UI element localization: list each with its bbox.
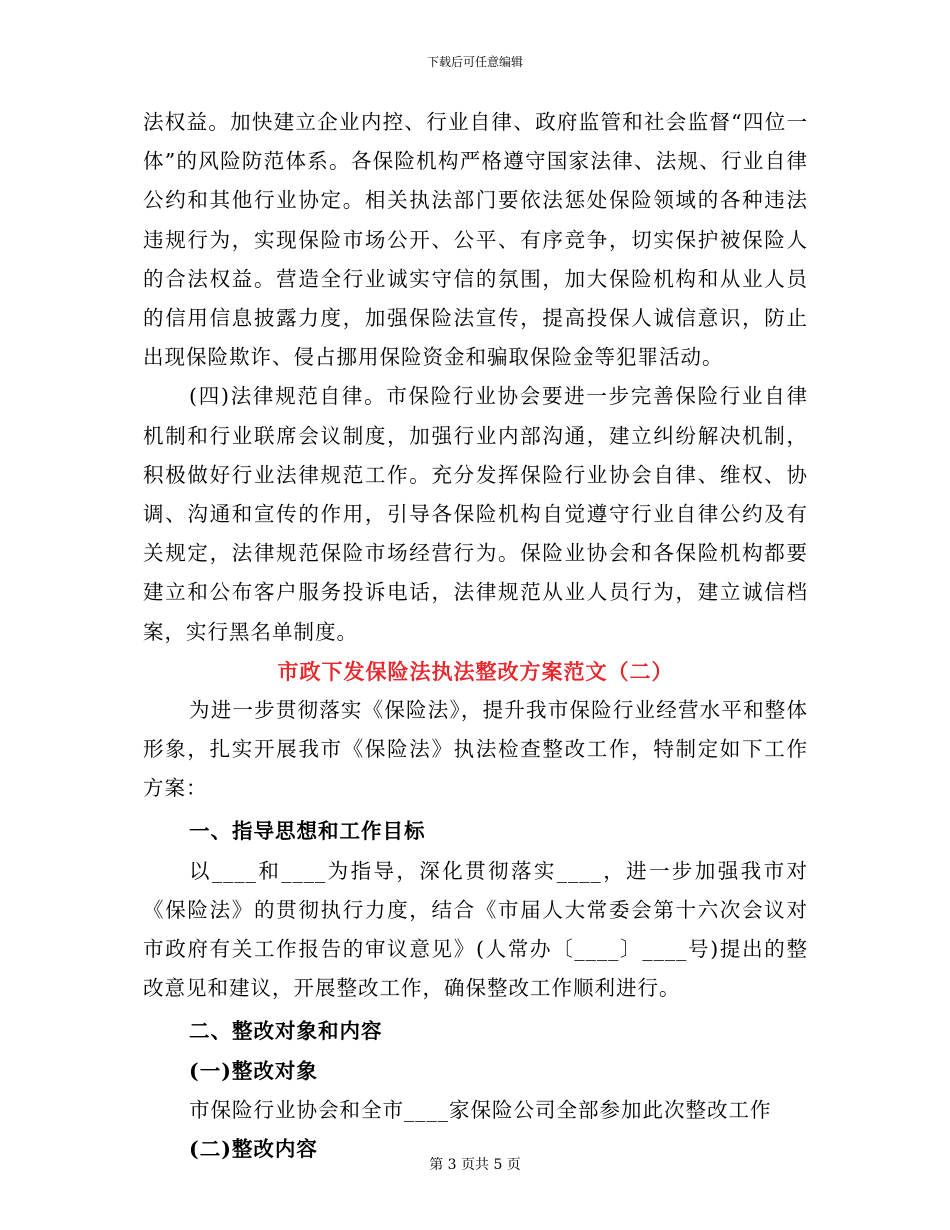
- subheading-rectification-object: (一)整改对象: [189, 1058, 318, 1083]
- paragraph-self-regulation: (四)法律规范自律。市保险行业协会要进一步完善保险行业自律机制和行业联席会议制度，加强行业内部沟通，建立纠纷解决机制，积极做好行业法律规范工作。充分发挥保险行业协会自律、维权、协调、沟通和宣传的作用，引导各保险机构自觉遵守行业自律公约及有关规定，法律规范保险市场经营行为。保险业协会和各保险机构都要建立和公布客户服务投诉电话，法律规范从业人员行为，建立诚信档案，实行黑名单制度。: [143, 384, 808, 644]
- subheading-rectification-content: (二)整改内容: [189, 1137, 318, 1162]
- page-header: 下载后可任意编辑: [426, 55, 523, 69]
- document-body: [143, 103, 808, 1169]
- section-title: 市政下发保险法执法整改方案范文（二）: [277, 658, 674, 684]
- paragraph-intro: 为进一步贯彻落实《保险法》，提升我市保险行业经营水平和整体形象，扎实开展我市《保险法》执法检查整改工作，特制定如下工作方案：: [143, 697, 808, 801]
- heading-rectification-targets: 二、整改对象和内容: [189, 1019, 383, 1044]
- heading-guiding-thought: 一、指导思想和工作目标: [189, 819, 426, 844]
- paragraph-rectification-object: 市保险行业协会和全市____家保险公司全部参加此次整改工作: [189, 1097, 772, 1122]
- page-footer: 第 3 页共 5 页: [429, 1157, 521, 1173]
- paragraph-guiding-thought: 以____和____为指导，深化贯彻落实____，进一步加强我市对《保险法》的贯彻执行力度，结合《市届人大常委会第十六次会议对市政府有关工作报告的审议意见》(人常办〔____〕____号)提出的整改意见和建议，开展整改工作，确保整改工作顺利进行。: [143, 858, 808, 1001]
- paragraph-continuation: 法权益。加快建立企业内控、行业自律、政府监管和社会监督“四位一体”的风险防范体系。各保险机构严格遵守国家法律、法规、行业自律公约和其他行业协定。相关执法部门要依法惩处保险领域的各种违法违规行为，实现保险市场公开、公平、有序竞争，切实保护被保险人的合法权益。营造全行业诚实守信的氛围，加大保险机构和从业人员的信用信息披露力度，加强保险法宣传，提高投保人诚信意识，防止出现保险欺诈、侵占挪用保险资金和骗取保险金等犯罪活动。: [143, 110, 808, 370]
